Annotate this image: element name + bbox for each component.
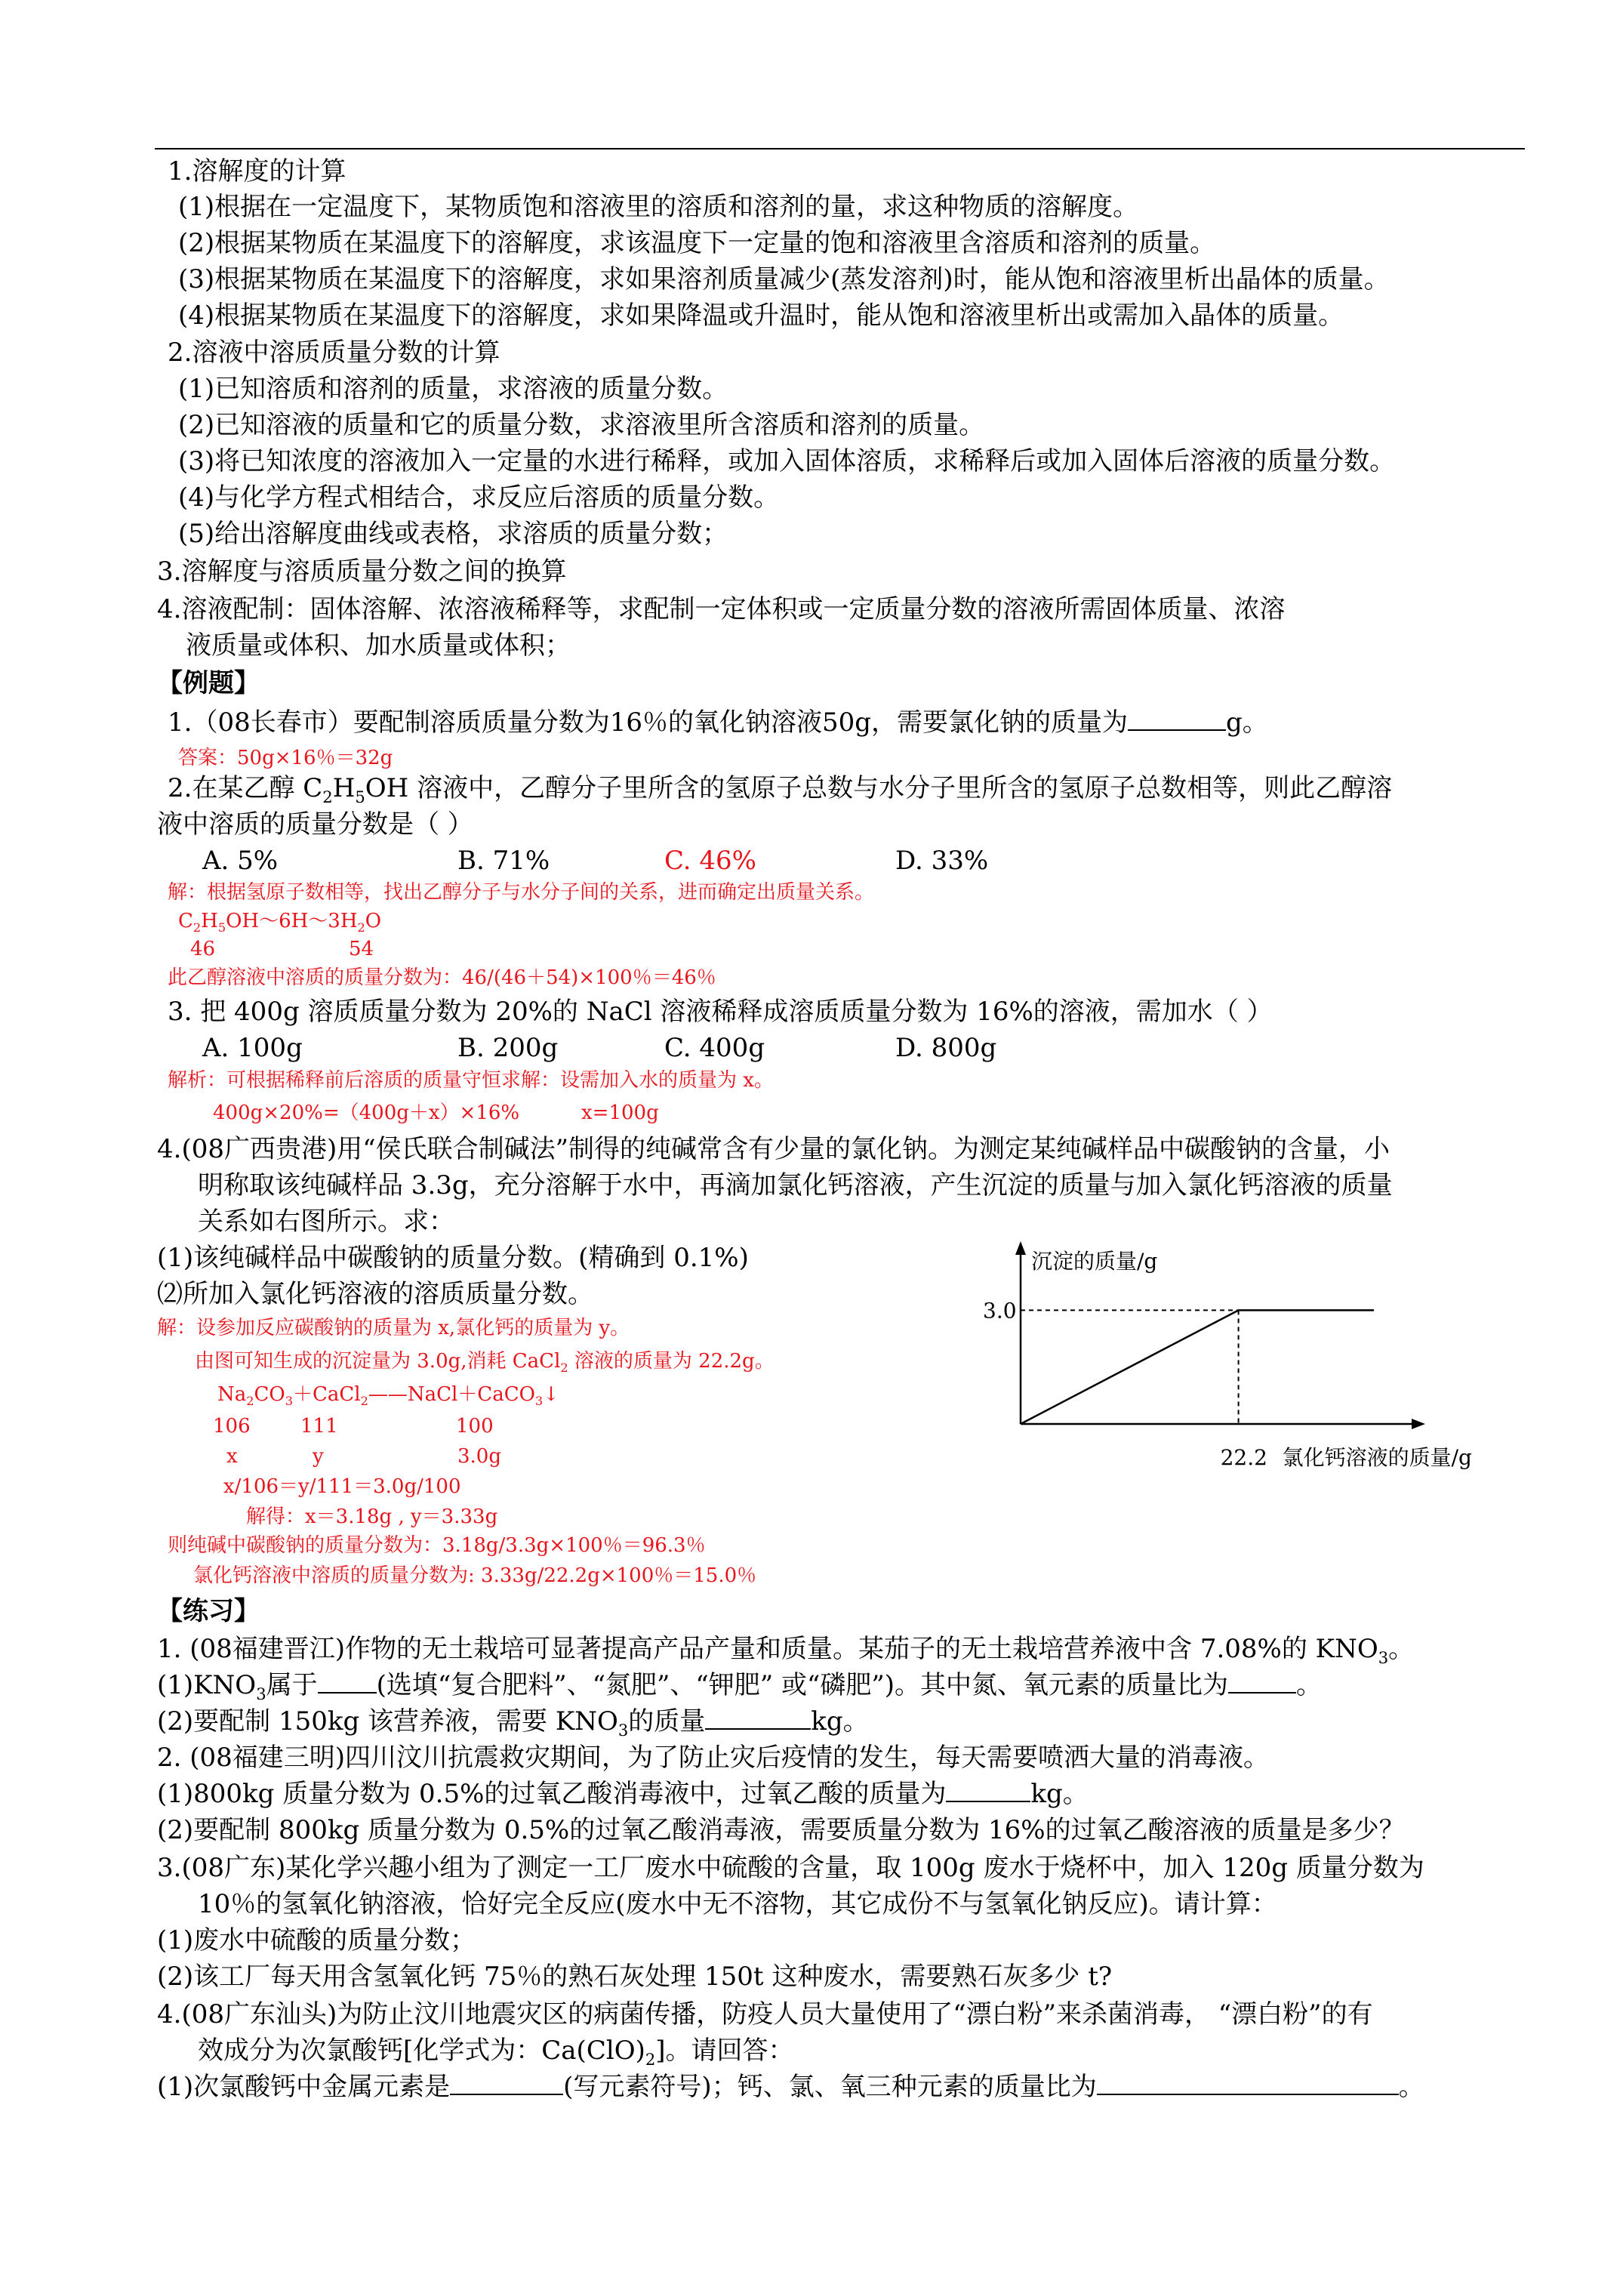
practice-header: 【练习】 — [157, 1596, 260, 1626]
example-4-var-x: x — [226, 1445, 238, 1468]
example-4-solution-1: 解：设参加反应碳酸钠的质量为 x,氯化钙的质量为 y。 — [157, 1317, 630, 1339]
example-3-option-b: B. 200g — [457, 1033, 559, 1063]
example-4-sub-2: ⑵所加入氯化钙溶液的溶质质量分数。 — [157, 1279, 593, 1309]
practice-3-sub-1: (1)废水中硫酸的质量分数； — [157, 1925, 476, 1955]
practice-3-sub-2: (2)该工厂每天用含氢氧化钙 75％的熟石灰处理 150t 这种废水，需要熟石灰多少 t? — [157, 1962, 1113, 1992]
example-2-option-c: C. 46% — [664, 846, 756, 876]
precipitate-chart — [981, 1231, 1472, 1495]
practice-1-sub-1: $(1)KNO_3$属于 (选填“复合肥料”、“氮肥”、“钾肥” 或“磷肥”)。其中氮、氧元素的质量比为 。 — [157, 1670, 1322, 1703]
practice-2-question: 2. (08福建三明)四川汶川抗震救灾期间，为了防止灾后疫情的发生，每天需要喷洒大量的消毒液。 — [157, 1743, 1270, 1773]
section4-line-1: 4.溶液配制：固体溶解、浓溶液稀释等，求配制一定体积或一定质量分数的溶液所需固体质量、浓溶 — [157, 594, 1286, 624]
practice-2-sub-2: (2)要配制 800kg 质量分数为 0.5%的过氧乙酸消毒液，需要质量分数为 16%的过氧乙酸溶液的质量是多少？ — [157, 1815, 1405, 1845]
answer-blank[interactable] — [1128, 707, 1226, 731]
kno3-mass-blank[interactable] — [705, 1706, 811, 1730]
example-4-mass-caco3: 100 — [456, 1415, 494, 1438]
series-line — [1021, 1310, 1374, 1424]
example-1-question: 1.（08长春市）要配制溶质质量分数为16％的氧化钠溶液50g，需要氯化钠的质量为 g。 — [168, 707, 1268, 738]
example-2-option-b: B. 71% — [457, 846, 550, 876]
example-4-equation: $Na_2CO_3+CaCl_2——NaCl+CaCO_3↓$ — [217, 1383, 559, 1409]
element-mass-ratio-blank[interactable] — [1097, 2071, 1399, 2095]
example-4-mass-cacl2: 111 — [300, 1415, 338, 1438]
section1-item-4: (4)根据某物质在某温度下的溶解度，求如果降温或升温时，能从饱和溶液里析出或需加入晶体的质量。 — [178, 300, 1344, 331]
y-axis-label: 沉淀的质量/g — [1031, 1249, 1158, 1274]
section3-title: 3.溶解度与溶质质量分数之间的换算 — [157, 556, 567, 587]
example-4-sub-1: (1)该纯碱样品中碳酸钠的质量分数。(精确到 0.1%) — [157, 1243, 749, 1273]
example-4-solve: 解得：x＝3.18g , y＝3.33g — [246, 1505, 498, 1528]
x-axis-label: 氯化钙溶液的质量/g — [1282, 1445, 1472, 1470]
example-2-option-d: D. 33% — [895, 846, 989, 876]
section2-item-3: (3)将已知浓度的溶液加入一定量的水进行稀释，或加入固体溶质，求稀释后或加入固体后溶液的质量分数。 — [178, 446, 1396, 476]
practice-4-question-2: 效成分为次氯酸钙[化学式为：$Ca(ClO)_2$]。请回答： — [198, 2036, 794, 2069]
practice-4-question-1: 4.(08广东汕头)为防止汶川地震灾区的病菌传播，防疫人员大量使用了“漂白粉”来杀菌消毒， “漂白粉”的有 — [157, 1999, 1373, 2029]
practice-4-sub-1: (1)次氯酸钙中金属元素是 (写元素符号)；钙、氯、氧三种元素的质量比为 。 — [157, 2072, 1424, 2102]
mass-ratio-blank[interactable] — [1228, 1669, 1296, 1693]
example-2-question-1: 2.在某乙醇 $C_2H_5OH$ 溶液中，乙醇分子里所含的氢原子总数与水分子里所含的氢原子总数相等，则此乙醇溶 — [168, 773, 1393, 806]
examples-header: 【例题】 — [157, 668, 260, 698]
y-tick-label: 3.0 — [983, 1298, 1017, 1324]
example-2-solution-1: 解：根据氢原子数相等，找出乙醇分子与水分子间的关系，进而确定出质量关系。 — [168, 881, 875, 904]
example-2-equation: $C_2H_5OH\sim 6H\sim 3H_2O$ — [178, 910, 382, 935]
header-rule — [155, 148, 1525, 149]
practice-3-question-1: 3.(08广东)某化学兴趣小组为了测定一工厂废水中硫酸的含量，取 100g 废水于烧杯中，加入 120g 质量分数为 — [157, 1853, 1424, 1883]
practice-1-question: 1. (08福建晋江)作物的无土栽培可显著提高产品产量和质量。某茄子的无土栽培营养液中含 7.08%的 $KNO_3$。 — [157, 1634, 1415, 1667]
x-tick-label: 22.2 — [1220, 1445, 1267, 1470]
example-4-mass-na2co3: 106 — [213, 1415, 251, 1438]
example-3-solution-1: 解析：可根据稀释前后溶质的质量守恒求解：设需加入水的质量为 x。 — [168, 1069, 774, 1092]
example-2-result: 此乙醇溶液中溶质的质量分数为：46/(46＋54)×100％＝46％ — [168, 966, 716, 989]
example-3-option-d: D. 800g — [895, 1033, 997, 1063]
practice-1-sub-2: (2)要配制 150kg 该营养液，需要 $KNO_3$的质量 kg。 — [157, 1706, 869, 1740]
example-2-question-2: 液中溶质的质量分数是（ ） — [157, 809, 473, 840]
x-axis-arrow — [1412, 1419, 1425, 1429]
fertilizer-type-blank[interactable] — [318, 1669, 377, 1693]
peracetic-mass-blank[interactable] — [946, 1778, 1030, 1802]
example-4-ratio: x/106＝y/111＝3.0g/100 — [223, 1475, 461, 1498]
section1-title: 1.溶解度的计算 — [168, 156, 346, 186]
example-4-result-1: 则纯碱中碳酸钠的质量分数为：3.18g/3.3g×100％＝96.3％ — [168, 1534, 706, 1557]
example-4-solution-2: 由图可知生成的沉淀量为 3.0g,消耗 CaCl$_2$ 溶液的质量为 22.2g。 — [195, 1350, 775, 1376]
example-4-question-2: 明称取该纯碱样品 3.3g，充分溶解于水中，再滴加氯化钙溶液，产生沉淀的质量与加入氯化钙溶液的质量 — [198, 1170, 1393, 1200]
example-2-option-a: A. 5% — [202, 846, 279, 876]
section4-line-2: 液质量或体积、加水质量或体积； — [186, 630, 571, 661]
section1-item-3: (3)根据某物质在某温度下的溶解度，求如果溶剂质量减少(蒸发溶剂)时，能从饱和溶液里析出晶体的质量。 — [178, 264, 1390, 294]
example-3-option-c: C. 400g — [664, 1033, 765, 1063]
section2-item-4: (4)与化学方程式相结合，求反应后溶质的质量分数。 — [178, 482, 780, 513]
example-2-mass-2: 54 — [349, 938, 374, 960]
section2-title: 2.溶液中溶质质量分数的计算 — [168, 337, 500, 368]
example-4-question-1: 4.(08广西贵港)用“侯氏联合制碱法”制得的纯碱常含有少量的氯化钠。为测定某纯碱样品中碳酸钠的含量，小 — [157, 1134, 1390, 1164]
example-3-solution-3: x=100g — [581, 1102, 659, 1124]
section1-item-1: (1)根据在一定温度下，某物质饱和溶液里的溶质和溶剂的量，求这种物质的溶解度。 — [178, 192, 1139, 222]
practice-3-question-2: 10％的氢氧化钠溶液，恰好完全反应(废水中无不溶物，其它成份不与氢氧化钠反应)。请计算： — [198, 1889, 1277, 1919]
y-axis-arrow — [1015, 1241, 1026, 1255]
section2-item-2: (2)已知溶液的质量和它的质量分数，求溶液里所含溶质和溶剂的质量。 — [178, 410, 985, 440]
example-4-result-2: 氯化钙溶液中溶质的质量分数为: 3.33g/22.2g×100％＝15.0％ — [193, 1564, 757, 1587]
example-4-question-3: 关系如右图所示。求： — [198, 1207, 454, 1237]
example-3-option-a: A. 100g — [202, 1033, 303, 1063]
section1-item-2: (2)根据某物质在某温度下的溶解度，求该温度下一定量的饱和溶液里含溶质和溶剂的质量。 — [178, 228, 1216, 258]
section2-item-1: (1)已知溶质和溶剂的质量，求溶液的质量分数。 — [178, 374, 728, 404]
example-4-var-caco3: 3.0g — [457, 1445, 501, 1468]
example-4-var-y: y — [313, 1445, 324, 1468]
example-2-mass-1: 46 — [190, 938, 216, 960]
example-3-question: 3. 把 400g 溶质质量分数为 20%的 NaCl 溶液稀释成溶质质量分数为 16%的溶液，需加水（ ） — [168, 997, 1273, 1027]
example-1-answer: 答案：50g×16％＝32g — [178, 747, 393, 769]
metal-element-blank[interactable] — [450, 2071, 563, 2095]
section2-item-5: (5)给出溶解度曲线或表格，求溶质的质量分数； — [178, 519, 728, 549]
practice-2-sub-1: (1)800kg 质量分数为 0.5%的过氧乙酸消毒液中，过氧乙酸的质量为 kg。 — [157, 1779, 1089, 1809]
example-3-solution-2: 400g×20%=（400g＋x）×16% — [213, 1102, 520, 1124]
